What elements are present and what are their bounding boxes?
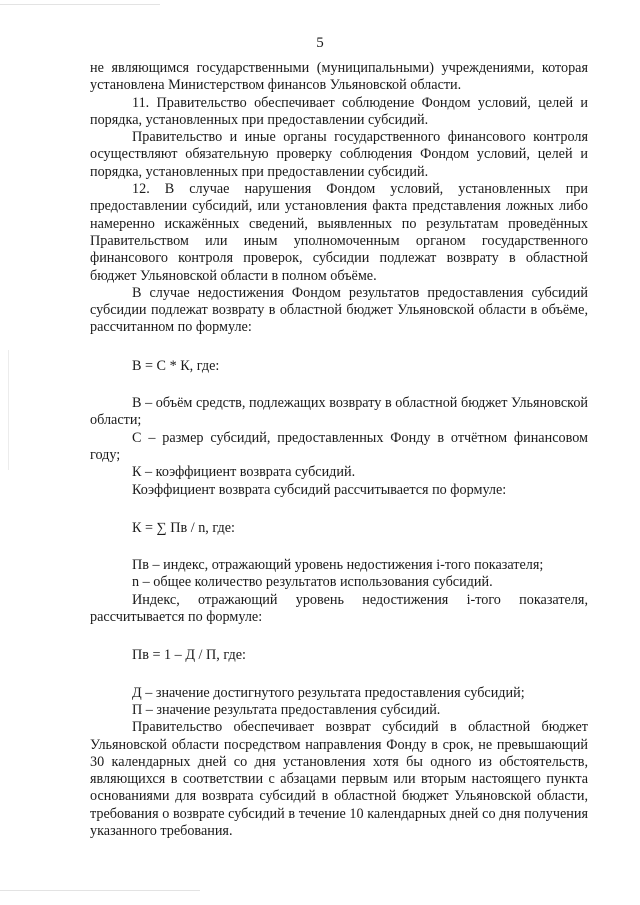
scan-artifact-top: [0, 4, 160, 5]
paragraph: Правительство обеспечивает возврат субсидий в областной бюджет Ульяновской области посредством направления Фонду в срок, не превышающий 30 календарных дней со дня установления хотя бы одного из обстоятельств, являющихся в соответствии с абзацами первым или вторым настоящего пункта основаниями для возврата субсидий в областной бюджет Ульяновской области, требования о возврате субсидий в течение 10 календарных дней со дня получения указанного требования.: [90, 719, 588, 839]
paragraph: Индекс, отражающий уровень недостижения i-того показателя, рассчитывается по формуле:: [90, 591, 588, 626]
paragraph: С – размер субсидий, предоставленных Фонду в отчётном финансовом году;: [90, 429, 588, 463]
paragraph: П – значение результата предоставления субсидий.: [132, 701, 441, 718]
paragraph: Д – значение достигнутого результата предоставления субсидий;: [132, 684, 525, 701]
formula: К = ∑ Пв / n, где:: [132, 519, 235, 536]
formula: В = С * К, где:: [132, 357, 220, 374]
paragraph: В случае недостижения Фондом результатов предоставления субсидий субсидии подлежат возврату в областной бюджет Ульяновской области в объёме, рассчитанном по формуле:: [90, 284, 588, 336]
paragraph: Коэффициент возврата субсидий рассчитывается по формуле:: [132, 481, 507, 498]
scan-artifact-bottom: [0, 890, 200, 891]
scan-artifact-left: [8, 350, 9, 470]
paragraph: К – коэффициент возврата субсидий.: [132, 464, 356, 481]
paragraph: 11. Правительство обеспечивает соблюдение Фондом условий, целей и порядка, установленных при предоставлении субсидий.: [90, 94, 588, 128]
document-body: [90, 60, 588, 840]
paragraph: Пв – индекс, отражающий уровень недостижения i-того показателя;: [132, 557, 544, 574]
paragraph: не являющимся государственными (муниципальными) учреждениями, которая установлена Министерством финансов Ульяновской области.: [90, 60, 588, 94]
paragraph: Правительство и иные органы государственного финансового контроля осуществляют обязательную проверку соблюдения Фондом условий, целей и порядка, установленных при предоставлении субсидий.: [90, 129, 588, 180]
page-number: 5: [316, 35, 324, 51]
paragraph: В – объём средств, подлежащих возврату в областной бюджет Ульяновской области;: [90, 395, 588, 429]
paragraph: 12. В случае нарушения Фондом условий, установленных при предоставлении субсидий, или установления факта представления ложных либо намеренно искажённых сведений, выявленных по результатам проведённых Правительством или иным уполномоченным органом государственного финансового контроля проверок, субсидии подлежат возврату в областной бюджет Ульяновской области в полном объёме.: [90, 181, 588, 284]
paragraph: n – общее количество результатов использования субсидий.: [132, 574, 493, 591]
formula: Пв = 1 – Д / П, где:: [132, 647, 246, 664]
